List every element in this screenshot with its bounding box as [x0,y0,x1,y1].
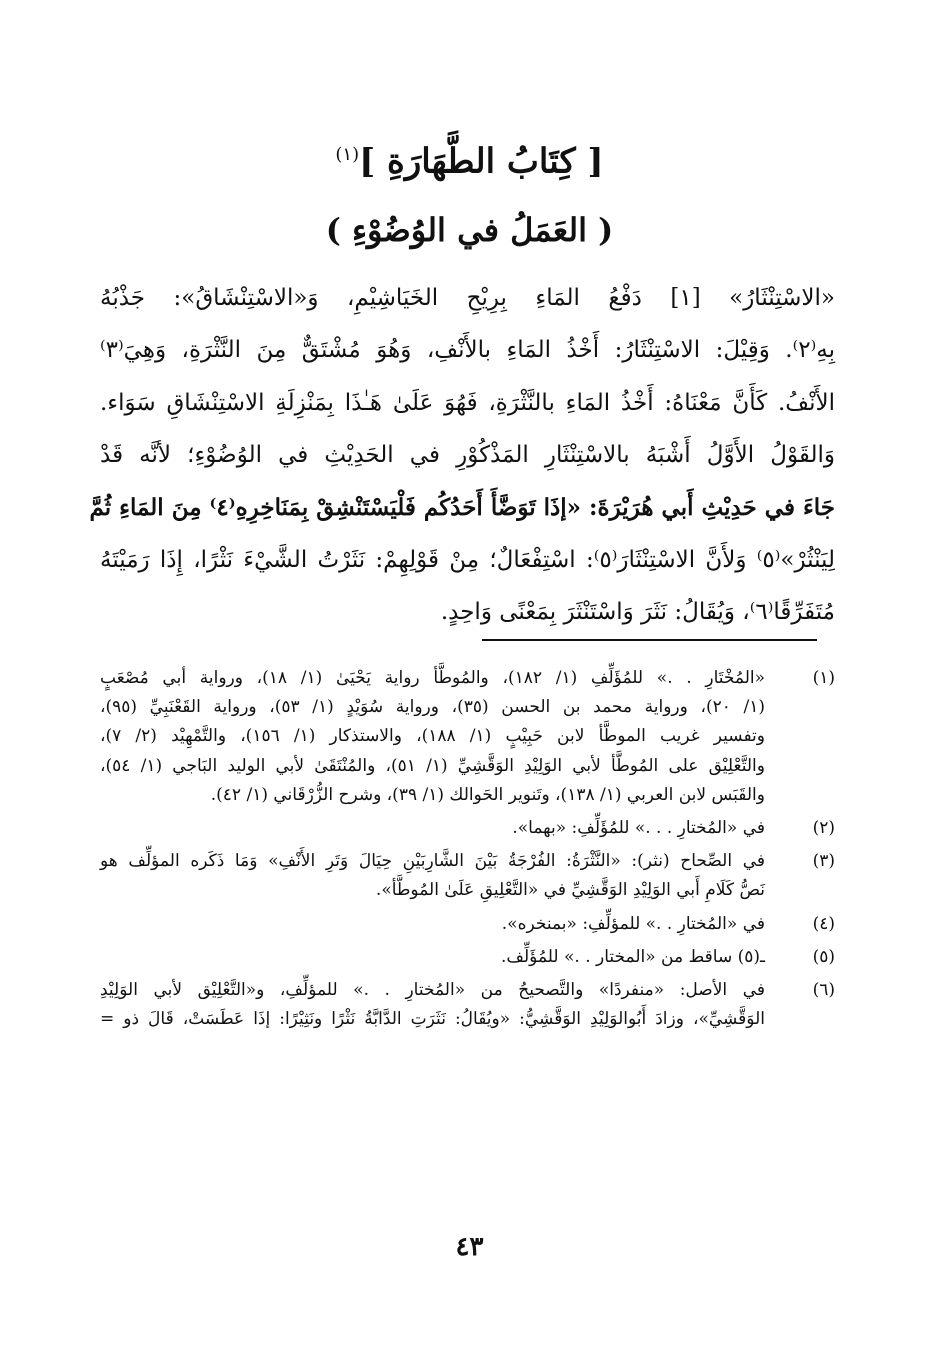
footnote-line: في «المُختارِ . .» للمؤلِّفِ: «بمنخره». [501,913,765,934]
chapter-title [0,130,939,186]
section-subtitle: ( العَمَلُ في الوُضُوْءِ ) [325,211,614,249]
footnote [100,847,835,905]
footnote [100,814,835,843]
chapter-title-text: [ كِتَابُ الطَّهَارَةِ ] [359,141,604,182]
footnote-line: في الصِّحاح (نثر): «النَّثْرَةُ: الفُرْجَةُ بَيْنَ الشَّارِبَيْنِ حِيَالَ وَتَرِ الأَنْفِ» وَمَا ذَكَره المؤلِّف هو [100,851,765,872]
footnote-number: (١) [812,668,835,688]
footnote-line: نَصُّ كَلَامِ أَبي الوَلِيْدِ الوَقَّشِيِّ في «التَّعْلِيقِ عَلَىٰ المُوطَّأ». [375,880,765,901]
footnotes [100,664,835,1034]
footnote-line: الوَقَّشِيِّ»، وزادَ أَبُوالوَلِيْدِ الوَقَّشِيُّ: «ويُقَالُ: نَثَرَتِ الدَّابَّةُ نَثْرًا ونَثِيْرًا: إذَا عَطَسَتْ، قَالَ ذو = [100,1009,765,1030]
main-text-line: وَالقَوْلُ الأَوَّلُ أَشْبَهُ بالاسْتِنْثَارِ المَذْكُوْرِ في الحَدِيْثِ في الوُضُوْءِ؛ لأنَّه قَدْ [100,442,835,469]
footnote [100,910,835,939]
footnote-line: في الأصل: «منفردًا» والتَّصحيحُ من «المُختارِ . .» للمؤلِّفِ، و«التَّعْلِيْق لأبي الوَلِيْدِ [100,980,765,1001]
footnote-line: في «المُختارِ . . .» للمُؤَلِّفِ: «بهما». [512,818,765,839]
footnote [100,943,835,972]
footnote-line: والتَّعْلِيْق على المُوطَّأ لأبي الوَلِيْدِ الوَقَّشِيِّ (١/ ٥١)، والمُنْتَقَىٰ لأبي الوليد البَاجي (١/ ٥٤)، [100,755,765,776]
footnote [100,976,835,1034]
footnote-line: والقَبَس لابن العربي (١/ ١٣٨)، وتَنوير الحَوالك (١/ ٣٩)، وشرح الزُّرْقَاني (١/ ٤٢). [210,784,765,805]
footnote-line: «المُخْتَارِ . .» للمُؤَلِّفِ (١/ ١٨٢)، والمُوطَّأ رواية يَحْيَىٰ (١/ ١٨)، ورواية أبي مُصْعَبٍ [100,668,766,688]
main-text-line: بِهِ⁽٢⁾. وَقِيْلَ: الاسْتِنْثَارُ: أَخْذُ المَاءِ بالأَنْفِ، وَهُوَ مُشْتَقٌّ مِنَ النَّثْرَةِ، وَهِيَ⁽٣⁾ [100,337,835,364]
footnote-number: (٤) [812,913,835,934]
main-text-line: مُتَفَرِّقًا⁽٦⁾، وَيُقَالُ: نَثَرَ وَاسْتَنْثَرَ بِمَعْنًى وَاحِدٍ. [440,599,835,626]
page-number: ٤٣ [455,1232,484,1262]
footnote [100,664,835,810]
footnote-number: (٣) [812,851,835,872]
footnote-number: (٦) [812,980,835,1001]
main-text-line: «الاسْتِنْثَارُ» [١] دَفْعُ المَاءِ بِرِيْحِ الخَيَاشِيْمِ، وَ«الاسْتِنْشَاقُ»: جَذْبُهُ [100,285,835,311]
footnote-number: (٥) [812,946,835,967]
main-text-line: لِيَنْثُرْ»⁽٥⁾ وَلأَنَّ الاسْتِنْثَارَ⁽٥⁾: اسْتِفْعَالٌ؛ مِنْ قَوْلِهِمْ: نَثَرْتُ الشَّيْءَ نَثْرًا، إِذَا رَمَيْتَهُ [100,547,836,574]
footnote-line: وتفسير غريب الموطَّأ لابن حَبِيْبٍ (١/ ١٨٨)، والاستذكار (١/ ١٥٦)، والتَّمْهِيْد (٢/ ٧)، [100,726,766,747]
footnote-line: (١/ ٢٠)، ورواية محمد بن الحسن (٣٥)، ورواية سُوَيْدٍ (١/ ٥٣)، ورواية القَعْنَبِيِّ (٩٥)، [100,697,766,718]
main-text-line: الأَنْفُ. كَأَنَّ مَعْنَاهُ: أَخْذُ المَاءِ بالنَّثْرَةِ، فَهُوَ عَلَىٰ هَـٰذَا بِمَنْزِلَةِ الاسْتِنْشَاقِ سَوَاء. [100,389,835,416]
main-text [89,272,836,639]
main-text-line: جَاءَ في حَدِيْثِ أَبي هُرَيْرَةَ: «إذَا تَوَضَّأَ أَحَدُكُم فَلْيَسْتَنْشِقْ بِمَنَاخِرِهِ⁽٤⁾ مِنَ المَاءِ ثُمَّ [89,493,835,521]
footnote-number: (٢) [812,818,835,839]
footnote-separator [482,639,817,641]
footnote-line: ـ(٥) ساقط من «المختار . .» للمُؤَلِّف. [501,946,765,967]
chapter-title-footnote-ref: (١) [335,144,360,165]
